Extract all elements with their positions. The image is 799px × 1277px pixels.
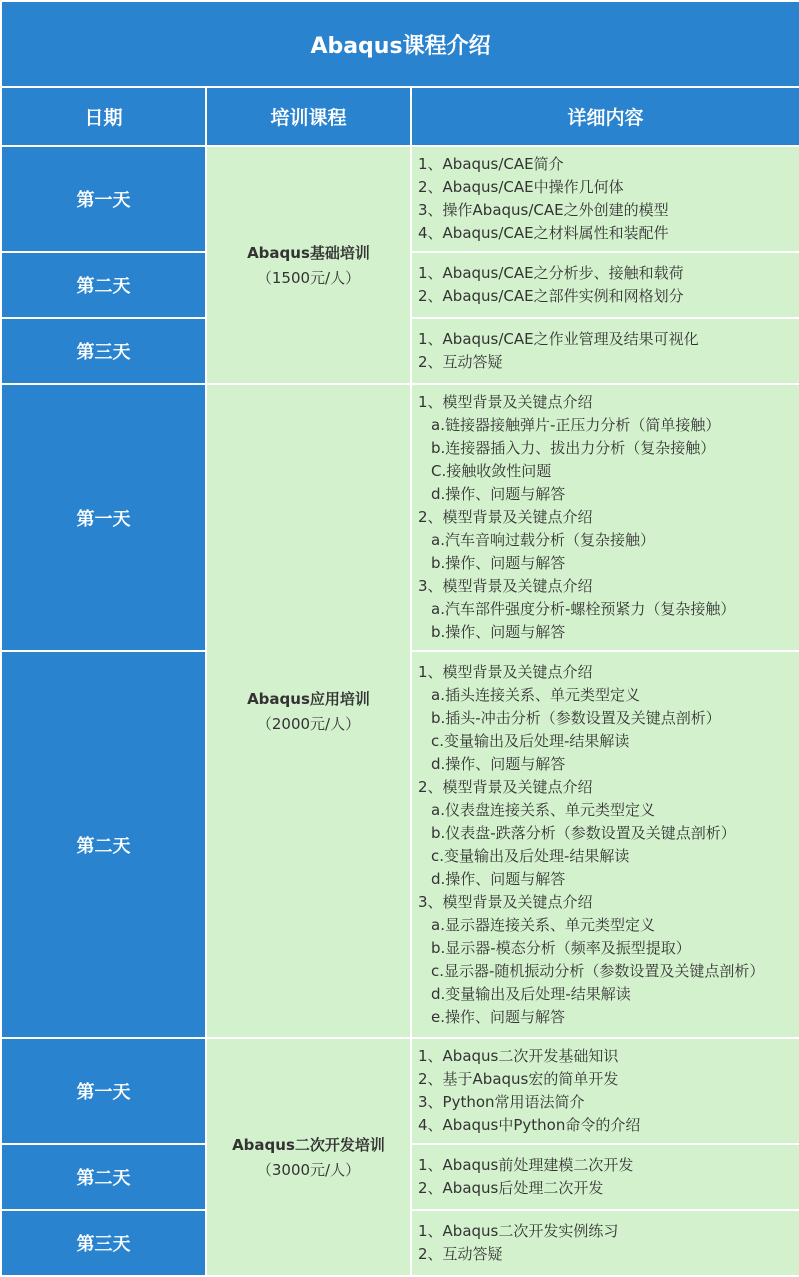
detail-line: b.插头-冲击分析（参数设置及关键点剖析） (431, 708, 721, 727)
detail-line: 3、模型背景及关键点介绍 (418, 892, 593, 911)
detail-line: d.变量输出及后处理-结果解读 (431, 984, 631, 1003)
course-cell (206, 146, 411, 384)
header-course: 培训课程 (206, 87, 411, 146)
day-cell: 第二天 (1, 252, 206, 318)
detail-cell (411, 146, 799, 252)
day-cell: 第一天 (1, 146, 206, 252)
detail-cell (411, 1210, 799, 1276)
detail-line: d.操作、问题与解答 (431, 754, 566, 773)
detail-line: b.连接器插入力、拔出力分析（复杂接触） (431, 439, 716, 457)
detail-line: 1、Abaqus/CAE简介 (418, 155, 564, 173)
detail-line: b.操作、问题与解答 (431, 623, 566, 641)
detail-line: d.操作、问题与解答 (431, 485, 566, 503)
detail-line: b.显示器-模态分析（频率及振型提取） (431, 938, 691, 957)
course-price: （2000元/人） (256, 715, 361, 733)
day-cell: 第三天 (1, 318, 206, 384)
detail-line: C.接触收敛性问题 (431, 462, 552, 480)
table-title: Abaqus课程介绍 (1, 1, 799, 87)
detail-line: c.变量输出及后处理-结果解读 (431, 731, 630, 750)
detail-line: 1、模型背景及关键点介绍 (418, 662, 593, 681)
detail-line: 3、Python常用语法简介 (418, 1093, 585, 1111)
detail-line: 4、Abaqus/CAE之材料属性和装配件 (418, 224, 669, 242)
header-detail: 详细内容 (411, 87, 799, 146)
detail-line: 1、模型背景及关键点介绍 (418, 393, 593, 411)
detail-line: a.链接器接触弹片-正压力分析（简单接触） (431, 416, 721, 434)
table-row (1, 146, 799, 252)
detail-cell (411, 1038, 799, 1144)
detail-cell (411, 384, 799, 651)
detail-line: 1、Abaqus二次开发基础知识 (418, 1047, 619, 1065)
detail-line: 2、Abaqus后处理二次开发 (418, 1179, 604, 1197)
detail-line: a.汽车部件强度分析-螺栓预紧力（复杂接触） (431, 600, 736, 618)
day-cell: 第二天 (1, 1144, 206, 1210)
detail-line: 1、Abaqus前处理建模二次开发 (418, 1156, 634, 1174)
day-cell: 第二天 (1, 651, 206, 1038)
detail-line: 1、Abaqus二次开发实例练习 (418, 1222, 619, 1240)
detail-line: 2、模型背景及关键点介绍 (418, 777, 593, 796)
course-price: （1500元/人） (256, 269, 361, 287)
day-cell: 第一天 (1, 1038, 206, 1144)
detail-line: a.插头连接关系、单元类型定义 (431, 685, 640, 704)
detail-line: c.变量输出及后处理-结果解读 (431, 846, 630, 865)
header-date: 日期 (1, 87, 206, 146)
detail-cell (411, 252, 799, 318)
detail-line: 2、模型背景及关键点介绍 (418, 508, 593, 526)
detail-line: a.汽车音响过载分析（复杂接触） (431, 531, 655, 549)
table-row (1, 1038, 799, 1144)
detail-line: 2、Abaqus/CAE中操作几何体 (418, 178, 624, 196)
detail-line: 4、Abaqus中Python命令的介绍 (418, 1116, 641, 1134)
detail-line: a.仪表盘连接关系、单元类型定义 (431, 800, 655, 819)
course-name: Abaqus二次开发培训 (232, 1136, 385, 1154)
detail-cell (411, 1144, 799, 1210)
course-cell (206, 384, 411, 1038)
detail-line: 2、互动答疑 (418, 353, 503, 371)
course-cell (206, 1038, 411, 1276)
detail-cell (411, 318, 799, 384)
detail-line: 2、互动答疑 (418, 1245, 503, 1263)
day-cell: 第三天 (1, 1210, 206, 1276)
detail-line: c.显示器-随机振动分析（参数设置及关键点剖析） (431, 961, 765, 980)
detail-line: 1、Abaqus/CAE之分析步、接触和载荷 (418, 264, 684, 282)
course-name: Abaqus基础培训 (247, 244, 370, 262)
detail-line: b.操作、问题与解答 (431, 554, 566, 572)
course-name: Abaqus应用培训 (247, 690, 370, 708)
detail-line: 1、Abaqus/CAE之作业管理及结果可视化 (418, 330, 699, 348)
detail-line: e.操作、问题与解答 (431, 1007, 565, 1026)
detail-line: a.显示器连接关系、单元类型定义 (431, 915, 655, 934)
detail-line: 3、操作Abaqus/CAE之外创建的模型 (418, 201, 669, 219)
detail-line: 2、Abaqus/CAE之部件实例和网格划分 (418, 287, 684, 305)
course-price: （3000元/人） (256, 1161, 361, 1179)
table-row (1, 384, 799, 651)
detail-line: 3、模型背景及关键点介绍 (418, 577, 593, 595)
detail-line: 2、基于Abaqus宏的简单开发 (418, 1070, 619, 1088)
detail-cell (411, 651, 799, 1038)
day-cell: 第一天 (1, 384, 206, 651)
detail-line: b.仪表盘-跌落分析（参数设置及关键点剖析） (431, 823, 736, 842)
detail-line: d.操作、问题与解答 (431, 869, 566, 888)
